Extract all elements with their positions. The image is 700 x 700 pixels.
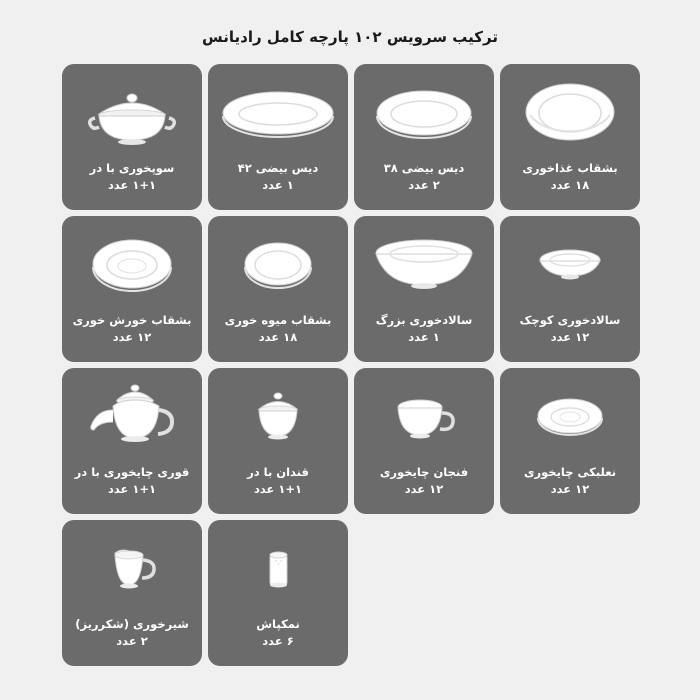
product-name: سالادخوری کوچک (519, 312, 621, 327)
product-count: ۶ عدد (262, 633, 294, 648)
stew-plate-icon (67, 224, 197, 304)
tea-saucer-icon (505, 376, 635, 456)
product-name: دیس بیضی ۴۲ (237, 160, 319, 175)
product-labels (208, 616, 348, 651)
product-count: ۱۸ عدد (258, 329, 298, 344)
product-labels (62, 312, 202, 347)
product-tile[interactable] (208, 216, 348, 362)
product-count: ۱۸ عدد (550, 177, 590, 192)
oval-platter-38-icon (359, 72, 489, 152)
product-count: ۲ عدد (408, 177, 440, 192)
product-tile[interactable] (500, 64, 640, 210)
product-tile[interactable] (62, 520, 202, 666)
oval-platter-42-icon (213, 72, 343, 152)
product-labels (62, 464, 202, 499)
teapot-icon (67, 376, 197, 456)
product-count: ۱+۱ عدد (253, 481, 303, 496)
creamer-icon (67, 528, 197, 608)
product-name: نمکپاش (256, 616, 300, 631)
product-count: ۲ عدد (116, 633, 148, 648)
soup-tureen-icon (67, 72, 197, 152)
product-count: ۱۲ عدد (550, 481, 590, 496)
product-tile[interactable] (62, 368, 202, 514)
product-tile[interactable] (500, 216, 640, 362)
product-name: قندان با در (247, 464, 309, 479)
page-title: ترکیب سرویس ۱۰۲ پارچه کامل رادیانس (202, 28, 498, 46)
product-tile[interactable] (500, 368, 640, 514)
salt-shaker-icon (213, 528, 343, 608)
product-count: ۱ عدد (262, 177, 294, 192)
product-labels (500, 312, 640, 347)
product-count: ۱+۱ عدد (107, 177, 157, 192)
empty-slot (500, 520, 640, 666)
product-count: ۱۲ عدد (112, 329, 152, 344)
tea-cup-icon (359, 376, 489, 456)
product-name: بشقاب خورش خوری (72, 312, 192, 327)
product-name: قوری چایخوری با در (74, 464, 190, 479)
small-salad-bowl-icon (505, 224, 635, 304)
product-labels (208, 160, 348, 195)
product-name: نعلبکی چایخوری (523, 464, 617, 479)
empty-slot (354, 520, 494, 666)
product-labels (208, 464, 348, 499)
product-labels (62, 616, 202, 651)
product-tile[interactable] (62, 64, 202, 210)
product-name: دیس بیضی ۳۸ (383, 160, 465, 175)
product-count: ۱۲ عدد (404, 481, 444, 496)
product-tile[interactable] (208, 520, 348, 666)
product-labels (354, 160, 494, 195)
fruit-plate-icon (213, 224, 343, 304)
product-count: ۱+۱ عدد (107, 481, 157, 496)
large-salad-bowl-icon (359, 224, 489, 304)
product-name: شیرخوری (شکرریز) (75, 616, 189, 631)
product-name: فنجان چایخوری (379, 464, 469, 479)
product-labels (208, 312, 348, 347)
product-tile[interactable] (208, 64, 348, 210)
product-tile[interactable] (354, 368, 494, 514)
product-name: سوپخوری با در (89, 160, 175, 175)
product-labels (500, 160, 640, 195)
product-count: ۱۲ عدد (550, 329, 590, 344)
product-tile[interactable] (354, 64, 494, 210)
product-count: ۱ عدد (408, 329, 440, 344)
product-tile[interactable] (208, 368, 348, 514)
product-labels (500, 464, 640, 499)
product-name: بشقاب میوه خوری (224, 312, 332, 327)
dinner-plate-icon (505, 72, 635, 152)
product-name: سالادخوری بزرگ (375, 312, 473, 327)
sugar-bowl-icon (213, 376, 343, 456)
product-tile[interactable] (62, 216, 202, 362)
product-labels (354, 464, 494, 499)
product-tile[interactable] (354, 216, 494, 362)
product-name: بشقاب غذاخوری (522, 160, 618, 175)
product-labels (354, 312, 494, 347)
product-labels (62, 160, 202, 195)
product-grid (60, 64, 640, 666)
